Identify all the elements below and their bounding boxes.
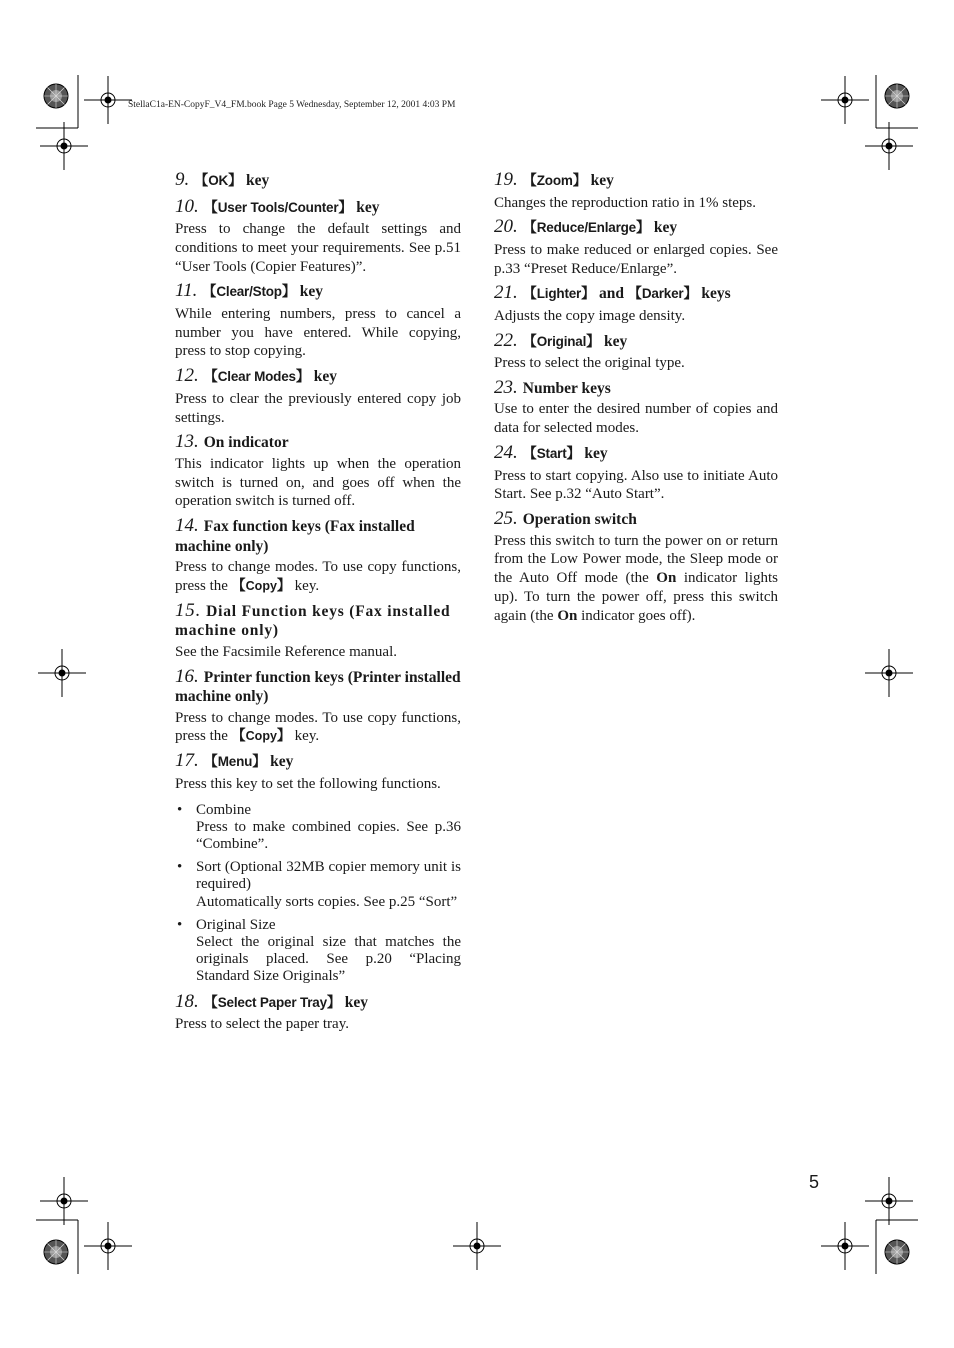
item-description: Press this switch to turn the power on or return from the Low Power mode, the Sleep mode or the Auto Off mode (the On indicator lights up). To turn the power off, press this switch again (the On indicator goes off). bbox=[494, 532, 779, 624]
key-label: Darker bbox=[641, 286, 684, 302]
item-14: 14. Fax function keys (Fax installed machine only) Press to change modes. To use copy functions, press the 【Copy】 key. bbox=[175, 515, 461, 595]
item-description: Press to select the original type. bbox=[494, 355, 685, 372]
item-description: Adjusts the copy image density. bbox=[494, 307, 686, 324]
key-label: Menu bbox=[217, 754, 253, 770]
item-title: Dial Function keys (Fax installed machine only) bbox=[175, 602, 451, 640]
list-item: • Combine Press to make combined copies. See p.36 “Combine”. bbox=[175, 802, 461, 854]
key-label: Original bbox=[536, 333, 587, 349]
item-18: 18. 【Select Paper Tray】 key Press to select the paper tray. bbox=[175, 992, 461, 1034]
key-label: Reduce/Enlarge bbox=[536, 220, 636, 236]
key-label: User Tools/Counter bbox=[217, 199, 339, 215]
item-title: Operation switch bbox=[522, 511, 637, 529]
item-16: 16. Printer function keys (Printer installed machine only) Press to change modes. To use copy functions, press the 【Copy】 key. bbox=[175, 665, 461, 745]
item-description: Changes the reproduction ratio in 1% steps. bbox=[494, 194, 757, 211]
item-description: Press to make reduced or enlarged copies. See p.33 “Preset Reduce/Enlarge”. bbox=[494, 241, 778, 277]
book-header-note: StellaC1a-EN-CopyF_V4_FM.book Page 5 Wednesday, September 12, 2001 4:03 PM bbox=[128, 100, 456, 110]
list-item: • Original Size Select the original size that matches the originals placed. See p.20 “Placing Standard Size Originals” bbox=[175, 917, 461, 986]
item-description: Press to change modes. To use copy functions, press the 【Copy】 key. bbox=[175, 709, 461, 745]
list-item: • Sort (Optional 32MB copier memory unit is required) Automatically sorts copies. See p.25 “Sort” bbox=[175, 859, 461, 911]
key-label: Zoom bbox=[536, 173, 573, 188]
key-label: Clear/Stop bbox=[216, 284, 282, 300]
item-description: Press to change the default settings and conditions to meet your requirements. See p.51 “User Tools (Copier Features)”. bbox=[175, 221, 461, 275]
item-description: This indicator lights up when the operation switch is turned on, and goes off when the operation switch is turned off. bbox=[175, 455, 461, 510]
menu-function-list bbox=[175, 802, 461, 986]
copy-key-label: Copy bbox=[245, 729, 277, 744]
key-label: OK bbox=[208, 173, 229, 188]
item-13: 13. On indicator This indicator lights up when the operation switch is turned on, and goes off when the operation switch is turned off. bbox=[175, 431, 461, 510]
item-22: 22. 【Original】 key Press to select the original type. bbox=[494, 331, 778, 373]
item-description: See the Facsimile Reference manual. bbox=[175, 643, 397, 660]
right-column bbox=[494, 170, 778, 631]
key-label: Clear Modes bbox=[217, 369, 296, 385]
item-10: 10. 【User Tools/Counter】 key Press to change the default settings and conditions to meet your requirements. See p.51 “User Tools (Copier Features)”. bbox=[175, 195, 461, 275]
item-23: 23. Number keys Use to enter the desired number of copies and data for selected modes. bbox=[494, 376, 778, 437]
item-description: While entering numbers, press to cancel a number you have entered. While copying, press to stop copying. bbox=[175, 305, 461, 360]
key-label: Select Paper Tray bbox=[217, 994, 327, 1010]
copy-key-label: Copy bbox=[245, 579, 277, 594]
item-15: 15. Dial Function keys (Fax installed machine only) See the Facsimile Reference manual. bbox=[175, 601, 461, 662]
item-24: 24. 【Start】 key Press to start copying. Also use to initiate Auto Start. See p.32 “Auto Start”. bbox=[494, 442, 778, 503]
key-label: Lighter bbox=[536, 286, 582, 302]
item-description: Press this key to set the following functions. bbox=[175, 775, 441, 792]
item-9: 9. 【OK】 key bbox=[175, 169, 270, 190]
left-column bbox=[175, 170, 461, 1039]
item-12: 12. 【Clear Modes】 key Press to clear the previously entered copy job settings. bbox=[175, 365, 461, 426]
item-25: 25. Operation switch Press this switch to turn the power on or return from the Low Power mode, the Sleep mode or the Auto Off mode (the On indicator lights up). To turn the power off, press this switch again (the On indicator goes off). bbox=[494, 508, 779, 624]
item-21: 21. 【Lighter】 and 【Darker】 keys Adjusts the copy image density. bbox=[494, 283, 778, 325]
item-20: 20. 【Reduce/Enlarge】 key Press to make reduced or enlarged copies. See p.33 “Preset Reduce/Enlarge”. bbox=[494, 216, 778, 277]
item-description: Use to enter the desired number of copies and data for selected modes. bbox=[494, 401, 778, 437]
item-title: Number keys bbox=[522, 379, 611, 397]
item-title: On indicator bbox=[203, 434, 289, 452]
item-17: 17. 【Menu】 key Press this key to set the following functions. • Combine Press to make combined copies. See p.36 “Combine”. • Sort (Optional 32MB copier memory unit is required) Automatically sorts copies. See p.25 “Sort” • Original Size Select the original size that matches the originals placed. See p.20 “Placing Standard Size Originals” bbox=[175, 751, 461, 985]
item-description: Press to clear the previously entered copy job settings. bbox=[175, 390, 461, 426]
item-description: Press to change modes. To use copy functions, press the 【Copy】 key. bbox=[175, 559, 461, 595]
item-19: 19. 【Zoom】 key Changes the reproduction ratio in 1% steps. bbox=[494, 170, 778, 212]
item-title: Fax function keys (Fax installed machine only) bbox=[175, 518, 415, 555]
item-description: Press to select the paper tray. bbox=[175, 1016, 349, 1033]
item-description: Press to start copying. Also use to initiate Auto Start. See p.32 “Auto Start”. bbox=[494, 467, 778, 503]
item-title: Printer function keys (Printer installed machine only) bbox=[175, 668, 461, 706]
item-11: 11. 【Clear/Stop】 key While entering numbers, press to cancel a number you have entered. While copying, press to stop copying. bbox=[175, 280, 461, 360]
key-label: Start bbox=[536, 446, 567, 462]
page-number: 5 bbox=[809, 1172, 820, 1192]
